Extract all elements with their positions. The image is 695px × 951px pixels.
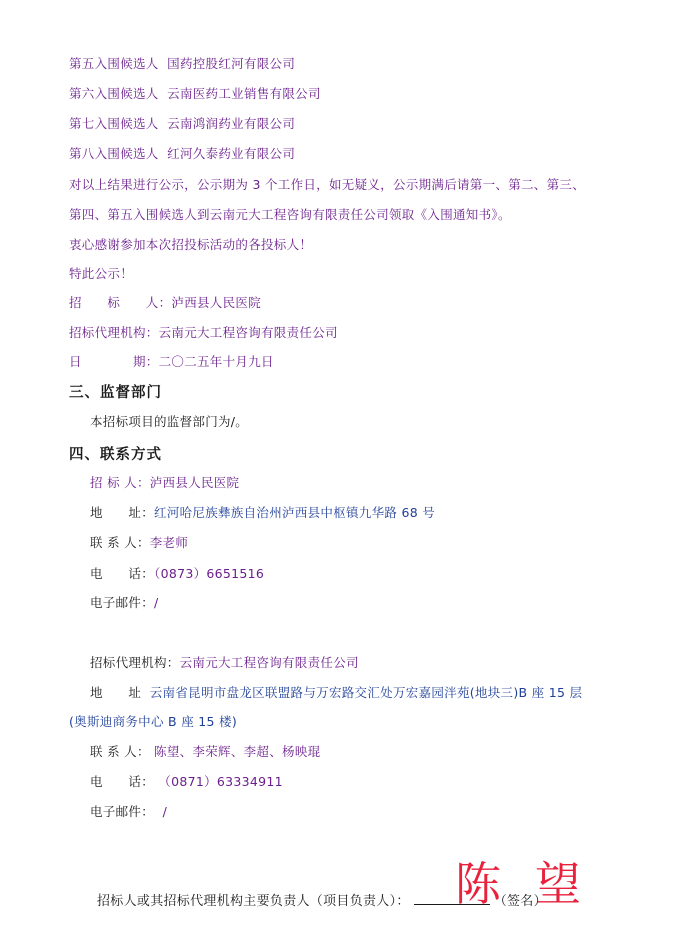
agency-contact-value: 陈望、李荣辉、李超、杨映琨 [154, 744, 321, 759]
tenderer-address-row [90, 503, 435, 521]
agency-address-value: 云南省昆明市盘龙区联盟路与万宏路交汇处万宏嘉园泮苑(地块三)B 座 15 层 [149, 685, 583, 700]
agency-name-value: 云南元大工程咨询有限责任公司 [179, 655, 359, 670]
section-4-heading: 四、联系方式 [69, 447, 162, 463]
signoff-tenderer [69, 293, 261, 311]
agency-phone-label: 电 话： [90, 774, 155, 789]
tenderer-name-row [90, 473, 239, 491]
signature-line [97, 890, 547, 909]
agency-email-value: / [162, 804, 168, 819]
notice-line-1: 对以上结果进行公示，公示期为 3 个工作日，如无疑义，公示期满后请第一、第二、第三、 [69, 177, 586, 192]
candidate-name: 云南医药工业销售有限公司 [167, 86, 321, 101]
signoff-date [69, 352, 274, 370]
tenderer-contact-label: 联 系 人： [90, 535, 150, 550]
candidate-name: 国药控股红河有限公司 [167, 56, 296, 71]
tenderer-email-label: 电子邮件： [90, 595, 155, 610]
tenderer-name-value: 泸西县人民医院 [149, 475, 240, 490]
candidate-name: 云南鸿润药业有限公司 [167, 116, 296, 131]
candidate-rank: 第七入围候选人 [69, 116, 159, 131]
tenderer-email-value: / [154, 595, 159, 610]
signoff-tenderer-label: 招 标 人： [69, 295, 172, 310]
candidate-row-5 [69, 54, 295, 72]
thanks-line: 衷心感谢参加本次招投标活动的各投标人！ [69, 237, 313, 252]
signoff-tenderer-value: 泸西县人民医院 [171, 295, 262, 310]
tenderer-name-label: 招 标 人： [90, 475, 150, 490]
agency-email-label: 电子邮件： [90, 804, 155, 819]
agency-contact-label: 联 系 人： [90, 744, 150, 759]
agency-phone-value: （0871）63334911 [158, 774, 283, 789]
candidate-name: 红河久泰药业有限公司 [167, 146, 296, 161]
candidate-rank: 第五入围候选人 [69, 56, 159, 71]
agency-address-cont: (奥斯迪商务中心 B 座 15 楼) [69, 714, 238, 729]
agency-address-row [90, 683, 582, 701]
signature-label: 招标人或其招标代理机构主要负责人（项目负责人）： [97, 894, 410, 909]
tenderer-email-row [90, 593, 159, 611]
agency-email-row [90, 802, 167, 820]
signoff-date-label: 日 期： [69, 354, 159, 369]
candidate-row-8 [69, 144, 295, 162]
signoff-agency-label: 招标代理机构： [69, 325, 159, 340]
candidate-rank: 第六入围候选人 [69, 86, 159, 101]
agency-phone-row [90, 772, 283, 790]
announce-line: 特此公示！ [69, 266, 134, 281]
signoff-agency-value: 云南元大工程咨询有限责任公司 [158, 325, 338, 340]
signature-blank [414, 892, 490, 905]
agency-address-label: 地 址 [90, 685, 142, 700]
handwritten-signature-char-1: 陈 [455, 857, 501, 911]
section-3-heading: 三、监督部门 [69, 385, 162, 401]
agency-name-label: 招标代理机构： [90, 655, 180, 670]
section-3-body: 本招标项目的监督部门为/。 [90, 414, 249, 429]
handwritten-signature-char-2: 望 [535, 857, 581, 911]
candidate-row-6 [69, 84, 321, 102]
tenderer-contact-row [90, 533, 188, 551]
agency-contact-row [90, 742, 320, 760]
tenderer-phone-row [90, 564, 264, 582]
candidate-row-7 [69, 114, 295, 132]
agency-name-row [90, 653, 359, 671]
tenderer-phone-value: （0873）6651516 [154, 566, 265, 581]
tenderer-address-label: 地 址： [90, 505, 155, 520]
tenderer-phone-label: 电 话： [90, 566, 155, 581]
signoff-date-value: 二〇二五年十月九日 [158, 354, 274, 369]
signoff-agency [69, 323, 338, 341]
notice-line-2: 第四、第五入围候选人到云南元大工程咨询有限责任公司领取《入围通知书》。 [69, 207, 511, 222]
candidate-rank: 第八入围候选人 [69, 146, 159, 161]
signature-suffix: （签名） [493, 894, 547, 909]
tenderer-address-value: 红河哈尼族彝族自治州泸西县中枢镇九华路 68 号 [154, 505, 436, 520]
tenderer-contact-value: 李老师 [149, 535, 189, 550]
